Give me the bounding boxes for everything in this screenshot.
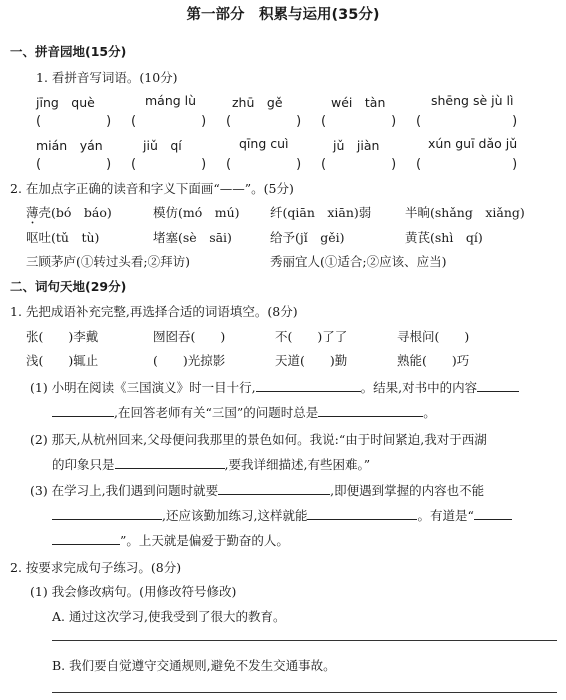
pinyin-1-4: wéi tàn xyxy=(331,95,386,110)
word-item[interactable]: 半晌(shǎng xiǎng) xyxy=(405,205,525,220)
fill-sentence-2: (2) 那天,从杭州回来,父母便问我那里的景色如何。我说:“由于时间紧迫,我对于西湖 xyxy=(30,432,487,447)
question-2-1: 1. 先把成语补充完整,再选择合适的词语填空。(8分) xyxy=(10,304,298,319)
fill-sentence-3-end xyxy=(52,531,289,549)
idiom-item[interactable]: 寻根问( ) xyxy=(397,329,470,344)
pinyin-2-3: qīng cuì xyxy=(239,136,289,151)
fill-blank[interactable] xyxy=(307,506,417,520)
fill-blank[interactable] xyxy=(318,403,423,417)
section-2-heading: 二、词句天地(29分) xyxy=(10,279,127,294)
word-item[interactable]: 秀丽宜人(①适合;②应该、应当) xyxy=(270,254,447,269)
fill-sentence-3-cont xyxy=(52,506,512,524)
answer-box-2-4[interactable]: ( ) xyxy=(321,157,397,172)
answer-line-b[interactable] xyxy=(52,692,557,693)
sentence-text: (1) 小明在阅读《三国演义》时一目十行, xyxy=(30,380,256,395)
question-1-2: 2. 在加点字正确的读音和字义下面画“——”。(5分) xyxy=(10,181,294,196)
sentence-text: ,要我详细描述,有些困难。” xyxy=(224,457,371,472)
idiom-item[interactable]: 囫囵吞( ) xyxy=(153,329,226,344)
sentence-text: 的印象只是 xyxy=(52,457,115,472)
word-item[interactable]: 三顾茅庐(①转过头看;②拜访) xyxy=(26,254,190,269)
pinyin-1-2: máng lù xyxy=(145,93,197,108)
word-item[interactable]: 堵塞(sè sāi) xyxy=(153,230,232,245)
fill-sentence-3 xyxy=(30,481,484,499)
pinyin-2-4: jǔ jiàn xyxy=(333,138,380,153)
word-emphasis: 薄 xyxy=(26,205,39,220)
idiom-item[interactable]: 浅( )辄止 xyxy=(26,353,99,368)
answer-box-2-3[interactable]: ( ) xyxy=(226,157,302,172)
fill-sentence-1-cont xyxy=(52,403,436,421)
fill-blank[interactable] xyxy=(52,506,162,520)
option-b: B. 我们要自觉遵守交通规则,避免不发生交通事故。 xyxy=(52,658,336,673)
word-item[interactable]: 模仿(mó mú) xyxy=(153,205,240,220)
sentence-text: 。结果,对书中的内容 xyxy=(360,380,478,395)
pinyin-2-2: jiǔ qí xyxy=(143,138,182,153)
word-item[interactable]: 给予(jǐ gěi) xyxy=(270,230,345,245)
question-2-2-1: (1) 我会修改病句。(用修改符号修改) xyxy=(30,584,237,599)
fill-blank[interactable] xyxy=(477,378,519,392)
sentence-text: ”。上天就是偏爱于勤奋的人。 xyxy=(120,533,289,548)
answer-box-2-1[interactable]: ( ) xyxy=(36,157,112,172)
fill-blank[interactable] xyxy=(218,481,330,495)
sentence-text: ,还应该勤加练习,这样就能 xyxy=(162,508,308,523)
answer-box-1-3[interactable]: ( ) xyxy=(226,114,302,129)
section-1-heading: 一、拼音园地(15分) xyxy=(10,44,127,59)
pinyin-1-5: shēng sè jù lì xyxy=(431,93,514,108)
answer-line-a[interactable] xyxy=(52,640,557,641)
word-text: 壳(bó báo) xyxy=(38,205,112,220)
sentence-text: 。 xyxy=(423,405,436,420)
fill-blank[interactable] xyxy=(52,403,114,417)
answer-box-2-2[interactable]: ( ) xyxy=(131,157,207,172)
idiom-item[interactable]: ( )光掠影 xyxy=(153,353,226,368)
idiom-item[interactable]: 不( )了了 xyxy=(275,329,348,344)
fill-blank[interactable] xyxy=(52,531,120,545)
answer-box-1-5[interactable]: ( ) xyxy=(416,114,518,129)
idiom-item[interactable]: 天道( )勤 xyxy=(275,353,348,368)
fill-blank[interactable] xyxy=(115,455,225,469)
question-2-2: 2. 按要求完成句子练习。(8分) xyxy=(10,560,182,575)
answer-box-2-5[interactable]: ( ) xyxy=(416,157,518,172)
word-item[interactable]: 黄芪(shì qí) xyxy=(405,230,483,245)
word-item[interactable] xyxy=(26,203,112,227)
fill-sentence-2-cont xyxy=(52,455,370,473)
word-item[interactable]: 纤(qiān xiān)弱 xyxy=(270,205,372,220)
fill-blank[interactable] xyxy=(256,378,361,392)
pinyin-2-5: xún guī dǎo jǔ xyxy=(428,136,518,151)
sentence-text: 。有道是“ xyxy=(417,508,474,523)
answer-box-1-2[interactable]: ( ) xyxy=(131,114,207,129)
option-a: A. 通过这次学习,使我受到了很大的教育。 xyxy=(52,609,286,624)
sentence-text: (3) 在学习上,我们遇到问题时就要 xyxy=(30,483,219,498)
answer-box-1-4[interactable]: ( ) xyxy=(321,114,397,129)
pinyin-1-3: zhū gě xyxy=(232,95,283,110)
fill-sentence-1 xyxy=(30,378,519,396)
pinyin-2-1: mián yán xyxy=(36,138,103,153)
fill-blank[interactable] xyxy=(474,506,512,520)
word-item[interactable]: 呕吐(tǔ tù) xyxy=(26,230,100,245)
page-title: 第一部分 积累与运用(35分) xyxy=(186,7,380,23)
idiom-item[interactable]: 张( )李戴 xyxy=(26,329,99,344)
sentence-text: ,即便遇到掌握的内容也不能 xyxy=(330,483,485,498)
question-1-1: 1. 看拼音写词语。(10分) xyxy=(36,70,178,85)
idiom-item[interactable]: 熟能( )巧 xyxy=(397,353,470,368)
answer-box-1-1[interactable]: ( ) xyxy=(36,114,112,129)
pinyin-1-1: jīng què xyxy=(36,95,95,110)
sentence-text: ,在回答老师有关“三国”的问题时总是 xyxy=(114,405,319,420)
